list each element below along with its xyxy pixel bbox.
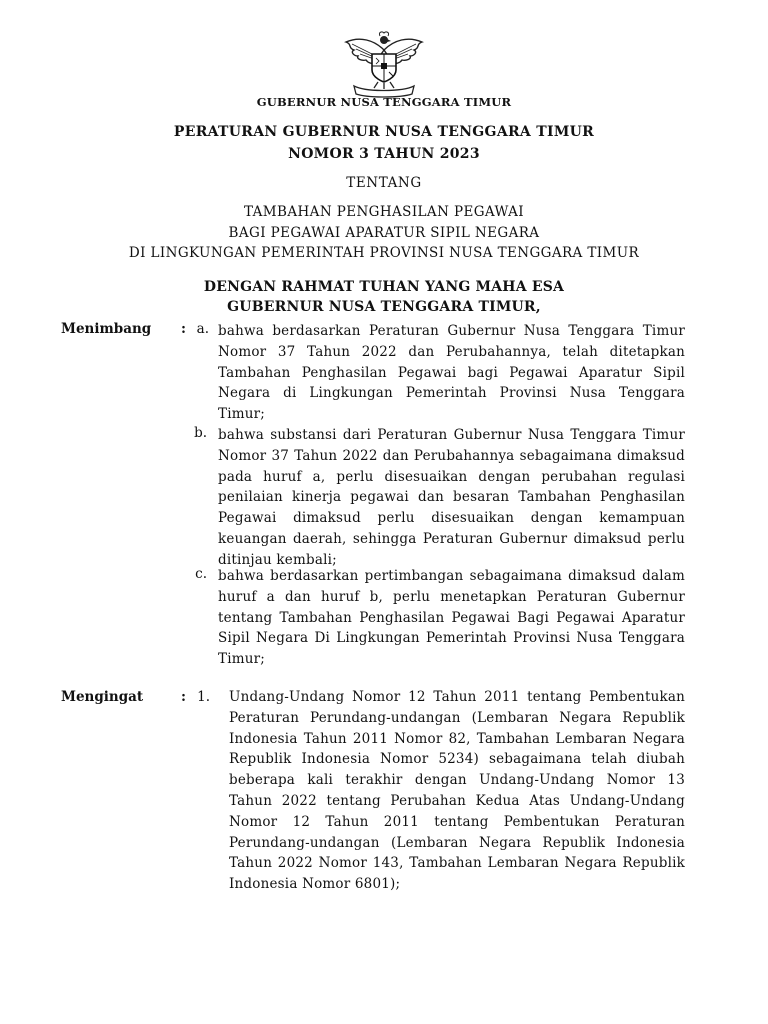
mengingat-colon: : [181,689,186,705]
list-marker: 1. [197,689,210,705]
menimbang-item-c: bahwa berdasarkan pertimbangan sebagaimana dimaksud dalam huruf a dan huruf b, perlu menetapkan Peraturan Gubernur tentang Tambahan Penghasilan Pegawai Bagi Pegawai Aparatur Sipil Negara Di Lingkungan Pemerintah Provinsi Nusa Tenggara Timur; [218,568,685,668]
garuda-emblem-icon [338,30,430,98]
mengingat-label: Mengingat [61,689,144,705]
list-marker: c. [195,566,207,582]
subject-line-1: TAMBAHAN PENGHASILAN PEGAWAI [243,204,524,220]
subject-line-2: BAGI PEGAWAI APARATUR SIPIL NEGARA [228,225,540,241]
subject-line-3: DI LINGKUNGAN PEMERINTAH PROVINSI NUSA TENGGARA TIMUR [128,245,640,261]
menimbang-item-a: bahwa berdasarkan Peraturan Gubernur Nusa Tenggara Timur Nomor 37 Tahun 2022 dan Perubahannya, telah ditetapkan Tambahan Penghasilan Pegawai bagi Pegawai Aparatur Sipil Negara di Lingkungan Pemerintah Provinsi Nusa Tenggara Timur; [218,323,685,423]
menimbang-item-b: bahwa substansi dari Peraturan Gubernur Nusa Tenggara Timur Nomor 37 Tahun 2022 dan Perubahannya sebagaimana dimaksud pada huruf a, perlu disesuaikan dengan perubahan regulasi penilaian kinerja pegawai dan besaran Tambahan Penghasilan Pegawai dimaksud perlu disesuaikan dengan kemampuan keuangan daerah, sehingga Peraturan Gubernur dimaksud perlu ditinjau kembali; [218,427,685,568]
menimbang-colon: : [181,321,186,337]
list-marker: b. [194,425,207,441]
menimbang-label: Menimbang [61,321,152,337]
regulation-title: PERATURAN GUBERNUR NUSA TENGGARA TIMUR [173,124,595,140]
list-marker: a. [196,321,209,337]
regulation-number: NOMOR 3 TAHUN 2023 [288,146,480,162]
rahmat-line-1: DENGAN RAHMAT TUHAN YANG MAHA ESA [203,279,565,295]
mengingat-item-1: Undang-Undang Nomor 12 Tahun 2011 tentang Pembentukan Peraturan Perundang-undangan (Lembaran Negara Republik Indonesia Tahun 2011 Nomor 82, Tambahan Lembaran Negara Republik Indonesia Nomor 5234) sebagaimana telah diubah beberapa kali terakhir dengan Undang-Undang Nomor 13 Tahun 2022 tentang Perubahan Kedua Atas Undang-Undang Nomor 12 Tahun 2011 tentang Pembentukan Peraturan Perundang-undangan (Lembaran Negara Republik Indonesia Tahun 2022 Nomor 143, Tambahan Lembaran Negara Republik Indonesia Nomor 6801); [229,689,685,893]
tentang-label: TENTANG [346,175,422,191]
issuer-heading: GUBERNUR NUSA TENGGARA TIMUR [256,95,512,109]
rahmat-line-2: GUBERNUR NUSA TENGGARA TIMUR, [227,299,541,315]
